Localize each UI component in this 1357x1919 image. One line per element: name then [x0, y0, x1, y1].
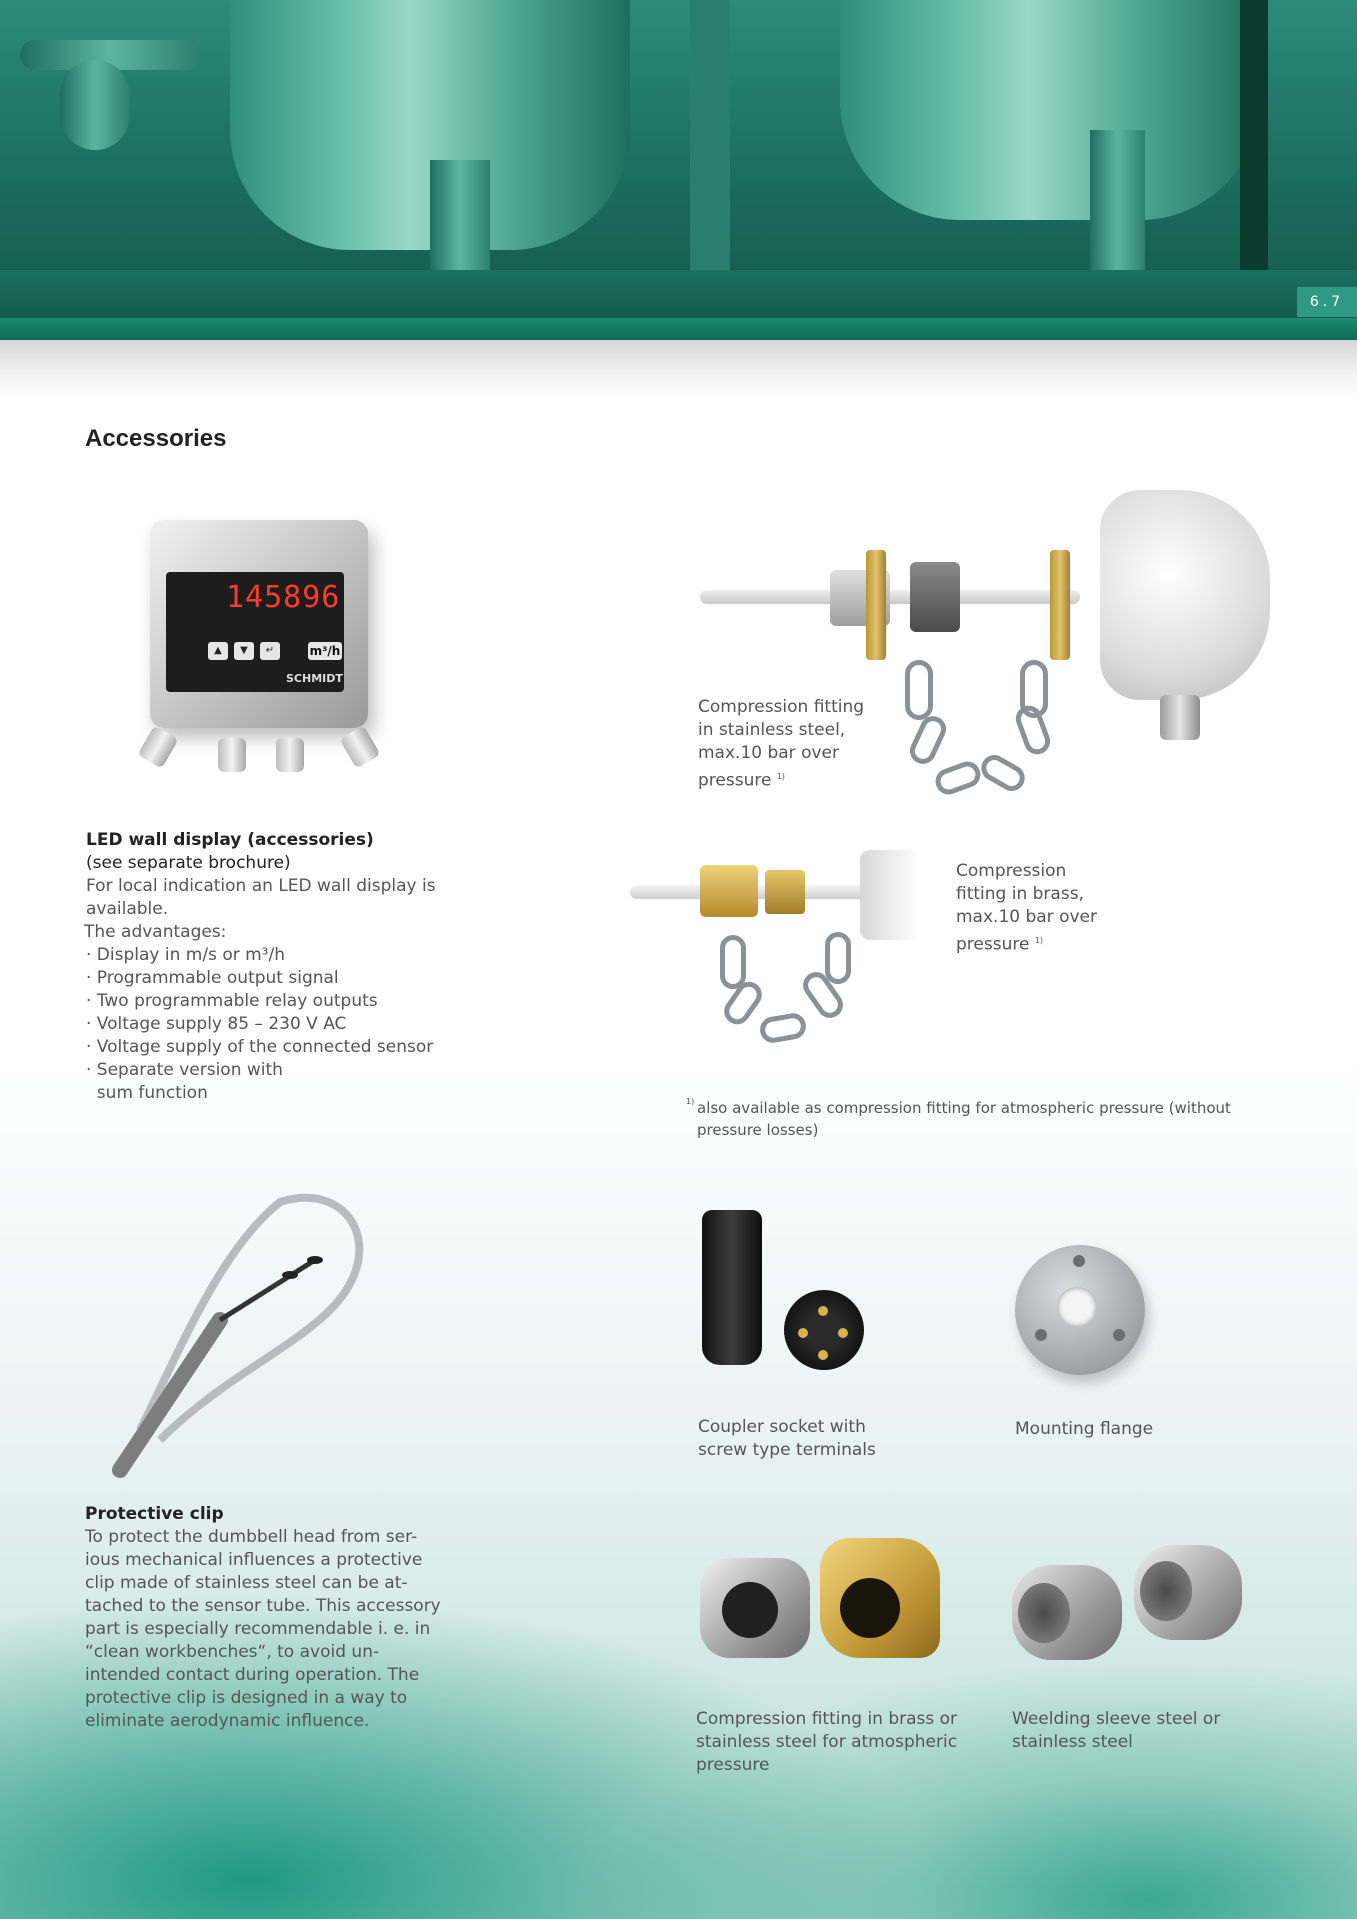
flange-center: [1057, 1287, 1097, 1327]
caption-line: Compression fitting in brass or: [696, 1709, 958, 1729]
caption-line: pressure: [698, 770, 772, 791]
arrow-down-icon: ▼: [234, 642, 254, 660]
text-line: “clean workbenches“, to avoid un-: [85, 1642, 380, 1662]
caption-line: max.10 bar over: [698, 743, 839, 763]
caption-line: in stainless steel,: [698, 720, 846, 740]
protective-clip-svg: [100, 1190, 400, 1480]
brass-nut: [765, 870, 805, 914]
led-face: [166, 572, 344, 692]
list-item: · Separate version with: [86, 1060, 283, 1080]
list-item: · Voltage supply 85 – 230 V AC: [86, 1014, 347, 1034]
led-display-heading: LED wall display (accessories): [86, 830, 374, 850]
flange-caption: Mounting flange: [1015, 1419, 1154, 1439]
sensor-rod: [700, 590, 1080, 604]
sleeve-caption: [1012, 1708, 1220, 1754]
protective-clip-heading: Protective clip: [85, 1504, 224, 1524]
enter-icon: ↵: [260, 642, 280, 660]
footnote: [686, 1097, 1246, 1141]
footnote-mark: 1): [1034, 936, 1044, 945]
caption-line: fitting in brass,: [956, 884, 1084, 904]
flange-hole: [1113, 1329, 1125, 1341]
caption-line: max.10 bar over: [956, 907, 1097, 927]
fitting-bore: [722, 1582, 778, 1638]
atm-fitting-caption: [696, 1708, 957, 1777]
chain-link: [977, 750, 1030, 796]
sensor-rod: [630, 885, 890, 899]
text-line: intended contact during operation. The: [85, 1665, 420, 1685]
chain-link: [825, 932, 851, 984]
frame: [0, 270, 1357, 318]
page-title: Accessories: [85, 425, 227, 452]
pin: [838, 1328, 848, 1338]
fitting-nut: [910, 562, 960, 632]
stainless-fitting-caption: [698, 696, 864, 793]
footnote-line: also available as compression fitting for atmospheric pressure (without: [697, 1099, 1231, 1117]
caption-line: screw type terminals: [698, 1440, 876, 1460]
caption-line: Coupler socket with: [698, 1417, 866, 1437]
led-unit: m³/h: [309, 644, 341, 658]
cable-gland: [137, 725, 178, 768]
bracket: [1050, 550, 1070, 660]
caption-line: Weelding sleeve steel or: [1012, 1709, 1221, 1729]
text-line: tached to the sensor tube. This accessory: [85, 1596, 441, 1616]
caption-line: stainless steel: [1012, 1732, 1133, 1752]
sensor-tube: [860, 850, 920, 940]
caption-line: pressure: [696, 1755, 770, 1775]
cable-gland: [218, 738, 246, 772]
cable-gland: [276, 738, 304, 772]
page-number: 6.7: [1297, 287, 1357, 317]
sensor-connector: [1160, 695, 1200, 740]
list-item: · Programmable output signal: [86, 968, 339, 988]
protective-clip-text: [85, 1503, 465, 1733]
sleeve-bore: [1140, 1561, 1192, 1621]
list-item: · Two programmable relay outputs: [86, 991, 378, 1011]
led-display-subheading: (see separate brochure): [86, 853, 291, 873]
tank-right: [840, 0, 1260, 220]
brass-thread: [700, 865, 758, 917]
coupler-socket-image: [700, 1210, 880, 1380]
chain-link: [905, 660, 933, 720]
arrow-up-icon: ▲: [208, 642, 228, 660]
green-band: [0, 318, 1357, 340]
pin: [818, 1350, 828, 1360]
chain-link: [720, 935, 746, 989]
text-line: clip made of stainless steel can be at-: [85, 1573, 408, 1593]
protective-clip-image: [100, 1190, 400, 1480]
sleeve: [1012, 1565, 1122, 1660]
text-line: To protect the dumbbell head from ser-: [85, 1527, 418, 1547]
cable-gland: [339, 725, 380, 768]
mounting-flange-image: [1015, 1245, 1145, 1375]
led-brand: SCHMIDT: [286, 672, 343, 685]
steel-fitting: [700, 1558, 810, 1658]
led-intro-line: available.: [86, 899, 169, 919]
pin: [818, 1306, 828, 1316]
atm-fitting-image: [700, 1538, 950, 1678]
flange-hole: [1035, 1329, 1047, 1341]
footnote-line: pressure losses): [697, 1121, 819, 1139]
footnote-mark: 1): [776, 772, 786, 781]
brass-fitting: [820, 1538, 940, 1658]
chain-link: [906, 712, 951, 768]
chain-link: [758, 1011, 808, 1045]
led-intro-line: For local indication an LED wall display is: [86, 876, 436, 896]
coupler-caption: [698, 1416, 876, 1462]
sleeve: [1134, 1545, 1242, 1640]
caption-line: pressure: [956, 934, 1030, 955]
text-line: part is especially recommendable i. e. in: [85, 1619, 431, 1639]
advantages-label: The advantages:: [84, 922, 227, 942]
text-line: protective clip is designed in a way to: [85, 1688, 408, 1708]
text-line: ious mechanical influences a protective: [85, 1550, 423, 1570]
fitting-bore: [840, 1578, 900, 1638]
pin: [798, 1328, 808, 1338]
chain-link: [1020, 660, 1048, 718]
list-item: sum function: [86, 1083, 208, 1103]
text-line: eliminate aerodynamic influence.: [85, 1711, 370, 1731]
led-display-text: [86, 829, 466, 1105]
grey-band: [0, 340, 1357, 400]
list-item: · Display in m/s or m³/h: [86, 945, 285, 965]
footnote-mark: 1): [686, 1097, 695, 1106]
bracket: [866, 550, 886, 660]
sensor-head: [1100, 490, 1270, 700]
header-photo: [0, 0, 1357, 318]
advantages-list: [86, 944, 466, 1105]
pipe: [60, 60, 130, 150]
list-item: · Voltage supply of the connected sensor: [86, 1037, 434, 1057]
brass-fitting-image: [630, 840, 930, 1060]
led-digits: 145896: [226, 580, 341, 615]
coupler-housing: [702, 1210, 762, 1365]
caption-line: Compression: [956, 861, 1067, 881]
sleeve-bore: [1018, 1583, 1070, 1643]
brass-fitting-caption: [956, 860, 1097, 957]
welding-sleeve-image: [1012, 1545, 1252, 1665]
flange-hole: [1073, 1255, 1085, 1267]
caption-line: stainless steel for atmospheric: [696, 1732, 958, 1752]
caption-line: Compression fitting: [698, 697, 865, 717]
led-display-image: [150, 520, 368, 728]
chain-link: [932, 758, 984, 798]
